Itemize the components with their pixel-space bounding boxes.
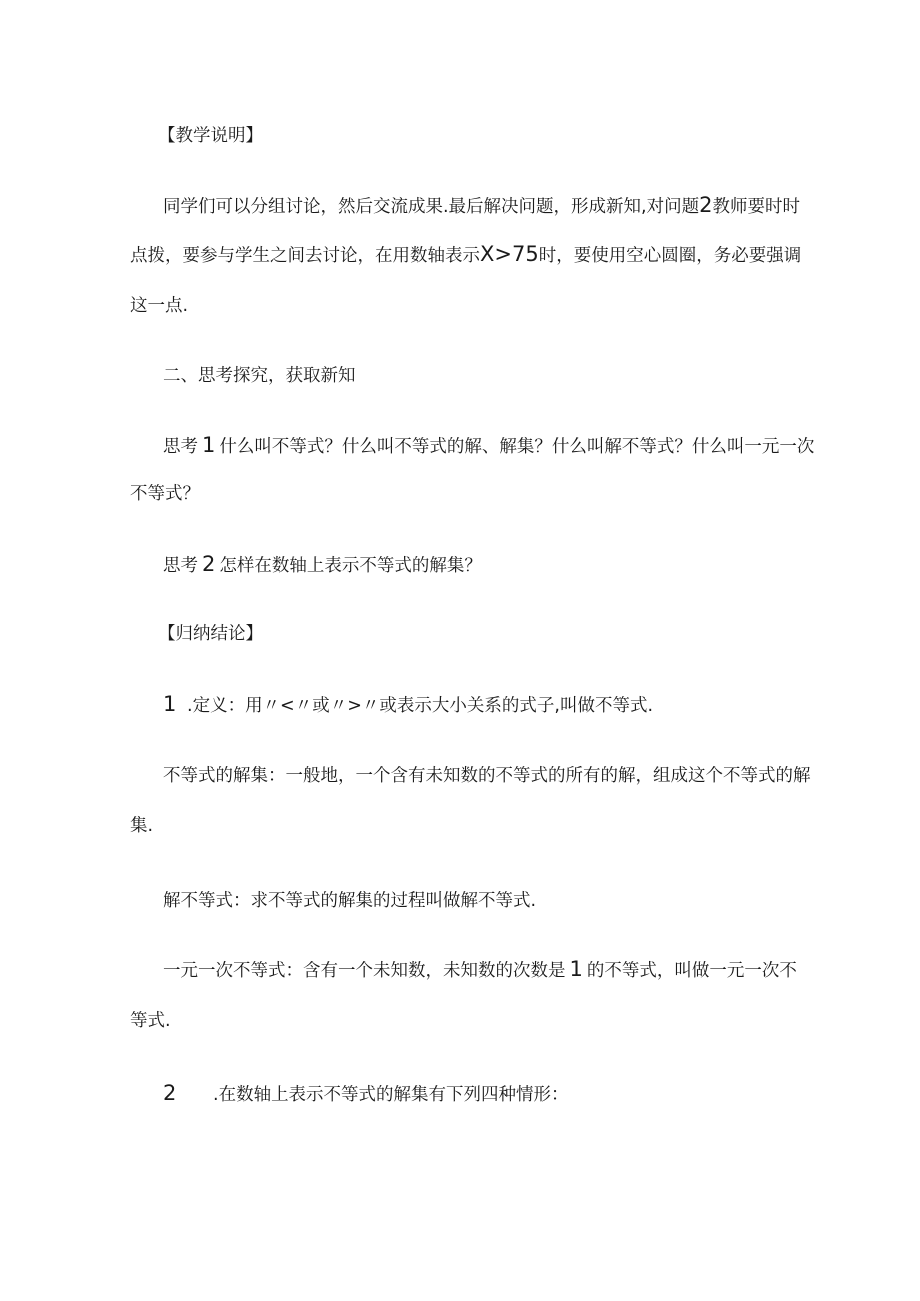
degree-number: 1 <box>569 957 583 981</box>
conclusion-item-2 <box>163 1082 833 1106</box>
definition-text: 一元一次不等式：含有一个未知数，未知数的次数是 <box>163 961 566 981</box>
teaching-note-text: 时，要使用空心圆圈，务必要强调 <box>538 246 802 266</box>
think-2-line <box>163 553 833 577</box>
think-1-line-2: 不等式？ <box>130 484 200 504</box>
conclusion-item-1 <box>163 693 833 717</box>
solution-set-line-1: 不等式的解集：一般地，一个含有未知数的不等式的所有的解，组成这个不等式的解 <box>163 766 811 786</box>
teaching-note-text: 点拨，要参与学生之间去讨论，在用数轴表示 <box>130 246 480 266</box>
item-text: .定义：用〃<〃或〃>〃或表示大小关系的式子,叫做不等式. <box>187 696 654 716</box>
solve-inequality-line: 解不等式：求不等式的解集的过程叫做解不等式. <box>163 891 537 911</box>
conclusion-heading: 【归纳结论】 <box>158 624 263 644</box>
linear-inequality-line-1 <box>163 958 833 982</box>
teaching-note-text: 教师要时时 <box>712 197 800 217</box>
problem-number: 2 <box>699 193 713 217</box>
solution-set-line-2: 集. <box>130 816 154 836</box>
think-label: 思考 <box>163 556 198 576</box>
teaching-note-text: 同学们可以分组讨论，然后交流成果.最后解决问题，形成新知,对问题 <box>163 197 700 217</box>
teaching-note-line-1 <box>163 194 833 218</box>
think-number: 1 <box>202 433 216 457</box>
item-text: .在数轴上表示不等式的解集有下列四种情形： <box>213 1085 569 1105</box>
teaching-note-line-3: 这一点. <box>130 296 189 316</box>
think-label: 思考 <box>163 437 198 457</box>
item-number: 1 <box>163 692 177 716</box>
think-text: 怎样在数轴上表示不等式的解集？ <box>219 556 482 576</box>
think-text: 什么叫不等式？什么叫不等式的解、解集？什么叫解不等式？什么叫一元一次 <box>219 437 815 457</box>
teaching-note-line-2 <box>130 243 800 267</box>
linear-inequality-line-2: 等式. <box>130 1011 171 1031</box>
item-number: 2 <box>163 1081 177 1105</box>
section-two-heading: 二、思考探究，获取新知 <box>163 366 356 386</box>
teaching-note-heading: 【教学说明】 <box>158 126 263 146</box>
definition-text: 的不等式，叫做一元一次不 <box>586 961 797 981</box>
think-1-line-1 <box>163 434 833 458</box>
inequality-expression: X>75 <box>480 242 539 266</box>
think-number: 2 <box>202 552 216 576</box>
